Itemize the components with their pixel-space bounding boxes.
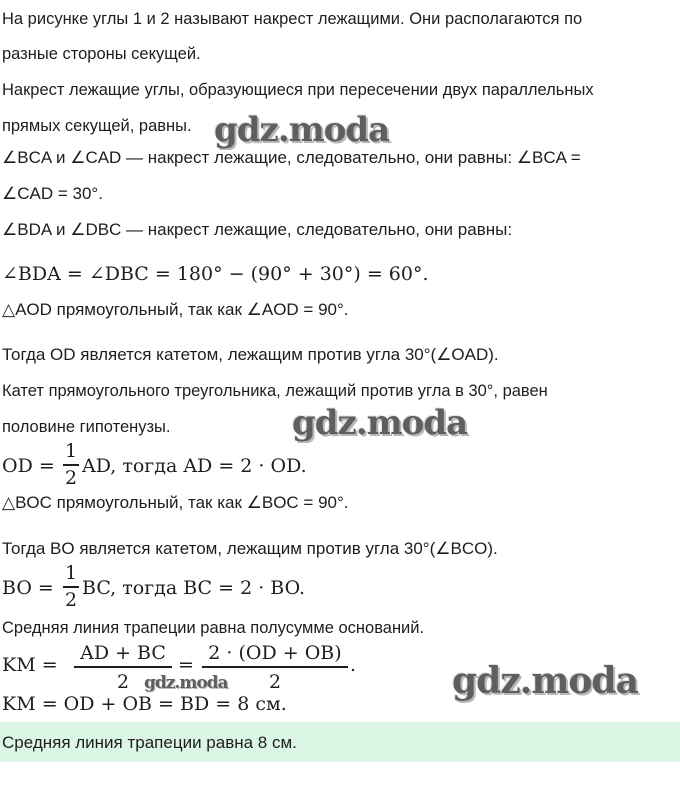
angle-pair-line: ∠BDA и ∠DBC — накрест лежащие, следовательно, они равны: <box>2 220 513 239</box>
text-line-cathetus: Катет прямоугольного треугольника, лежащий против угла в 30°, равен <box>2 382 548 400</box>
text-line-hypotenuse: половине гипотенузы. <box>2 418 171 436</box>
watermark-logo: gdz.moda <box>144 673 228 693</box>
text-line-od: Тогда OD является катетом, лежащим против угла 30°(∠OAD). <box>2 345 499 364</box>
angle-equality-line-1: ∠BCA и ∠CAD — накрест лежащие, следовательно, они равны: ∠BCA = <box>2 148 581 167</box>
formula-km-lhs: KM = <box>2 654 58 676</box>
fraction-denominator: 2 <box>268 671 282 693</box>
fraction-numerator: 1 <box>64 562 78 584</box>
text-line-midline: Средняя линия трапеции равна полусумме оснований. <box>2 619 425 637</box>
fraction-bar <box>63 586 79 588</box>
text-line-1: На рисунке углы 1 и 2 называют накрест лежащими. Они располагаются по <box>2 10 583 28</box>
watermark-logo: gdz.moda <box>292 403 468 443</box>
formula-km-equals: = <box>178 654 194 676</box>
fraction-denominator: 2 <box>64 467 78 489</box>
fraction-numerator: 2 · (OD + OB) <box>208 642 342 664</box>
text-line-2: разные стороны секущей. <box>2 45 201 63</box>
formula-bda: ∠BDA = ∠DBC = 180° − (90° + 30°) = 60°. <box>2 263 429 285</box>
fraction-denominator: 2 <box>64 589 78 611</box>
text-line-3: Накрест лежащие углы, образующиеся при пересечении двух параллельных <box>2 81 594 99</box>
formula-od-lhs: OD = <box>2 455 55 477</box>
text-line-4: прямых секущей, равны. <box>2 117 192 135</box>
answer-text: Средняя линия трапеции равна 8 см. <box>2 733 297 752</box>
text-line-bo: Тогда BO является катетом, лежащим против угла 30°(∠BCO). <box>2 539 498 558</box>
fraction-numerator: 1 <box>64 440 78 462</box>
formula-bo-rhs: BC, тогда BC = 2 · BO. <box>82 577 306 599</box>
triangle-aod-line: △AOD прямоугольный, так как ∠AOD = 90°. <box>2 300 349 319</box>
formula-km-period: . <box>350 654 357 676</box>
fraction-denominator: 2 <box>116 671 130 693</box>
fraction-numerator: AD + BC <box>80 642 166 664</box>
formula-od-rhs: AD, тогда AD = 2 · OD. <box>82 455 307 477</box>
angle-equality-line-2: ∠CAD = 30°. <box>2 184 103 203</box>
fraction-bar <box>202 666 348 668</box>
formula-km-result: KM = OD + OB = BD = 8 см. <box>2 693 287 715</box>
watermark-logo: gdz.moda <box>214 110 390 150</box>
triangle-boc-line: △BOC прямоугольный, так как ∠BOC = 90°. <box>2 493 349 512</box>
formula-bo-lhs: BO = <box>2 577 54 599</box>
watermark-logo: gdz.moda <box>452 660 638 702</box>
fraction-bar <box>63 464 79 466</box>
fraction-bar <box>74 666 172 668</box>
